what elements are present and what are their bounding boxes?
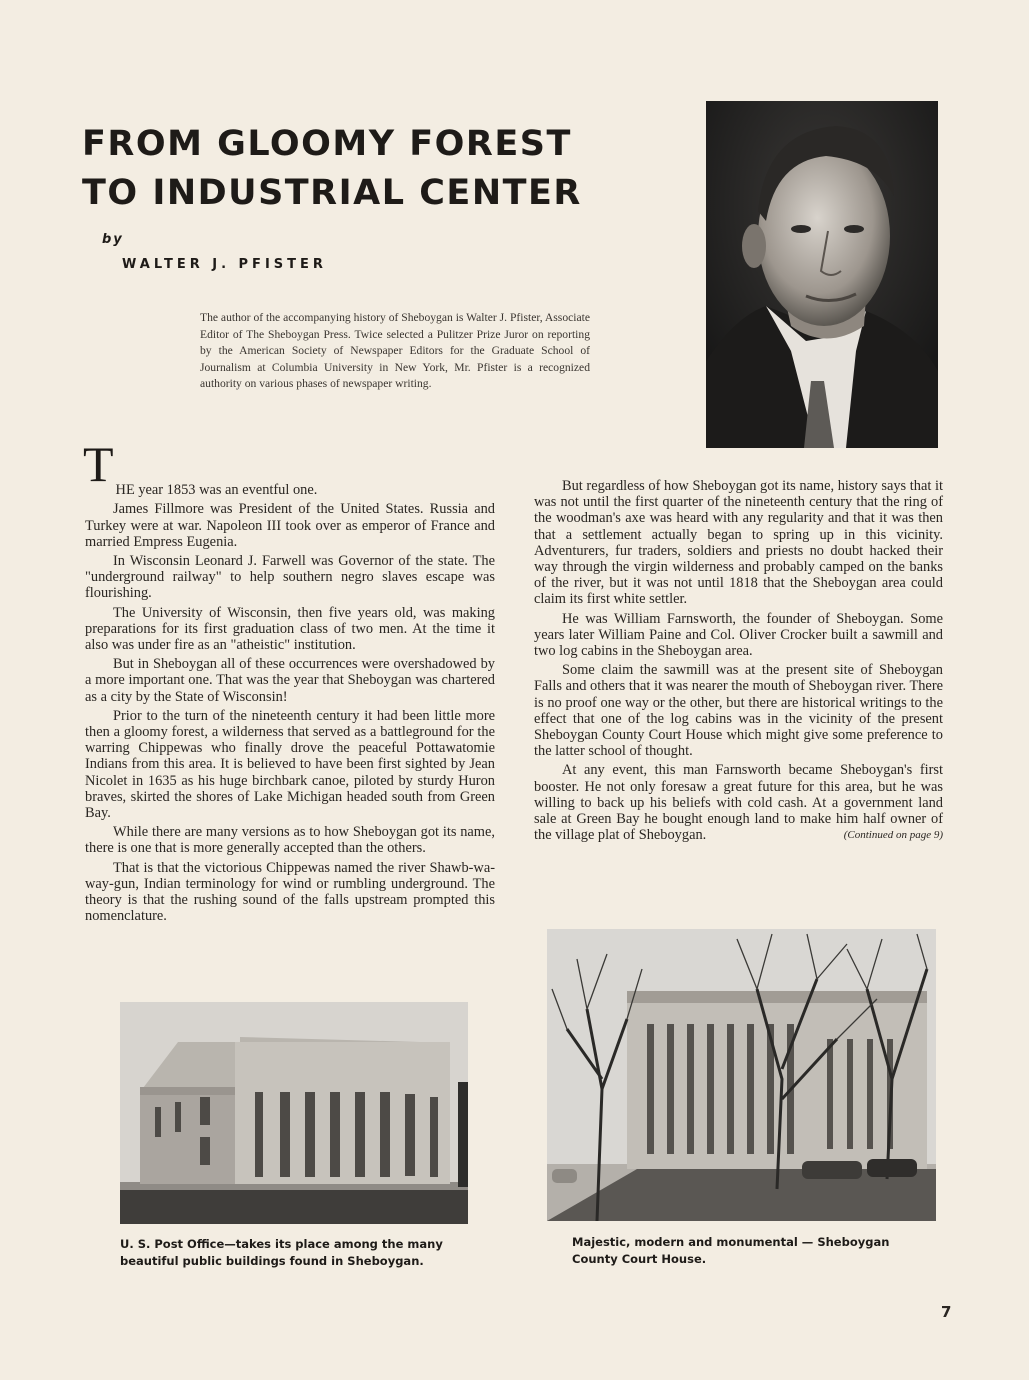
article-paragraph: The University of Wisconsin, then five years old, was making preparations for its first graduation class of two men. At the time it also was under fire as an "atheistic" institution. — [85, 604, 495, 654]
byline-author: WALTER J. PFISTER — [122, 257, 327, 272]
post-office-caption: U. S. Post Office—takes its place among the many beautiful public buildings found in Sheboygan. — [120, 1237, 443, 1268]
article-paragraph — [83, 436, 495, 499]
court-house-caption: Majestic, modern and monumental — Sheboygan County Court House. — [572, 1235, 890, 1266]
article-paragraph: But in Sheboygan all of these occurrences were overshadowed by a more important one. That was the year that Sheboygan was chartered as a city by the State of Wisconsin! — [85, 656, 495, 705]
author-portrait-photo — [706, 101, 938, 448]
article-title — [82, 120, 642, 218]
title-line-2: TO INDUSTRIAL CENTER — [82, 173, 582, 213]
article-paragraph: Prior to the turn of the nineteenth century it had been little more then a gloomy forest, a wilderness that served as a battleground for the warring Chippewas who finally drove the peaceful Pottawatomie Indians from this area. It is believed to have been first sighted by Jean Nicolet in 1635 as his huge birchbark canoe, piloted by sturdy Huron braves, skirted the shores of Lake Michigan headed south from Green Bay. — [85, 707, 495, 822]
article-paragraph: While there are many versions as to how Sheboygan got its name, there is one that is more generally accepted than the others. — [85, 824, 495, 857]
drop-cap: T — [83, 436, 114, 492]
article-paragraph: Some claim the sawmill was at the present site of Sheboygan Falls and others that it was nearer the mouth of Sheboygan river. There is no proof one way or the other, but there are historical writings to the effect that one of the log cabins was in the vicinity of the present Sheboygan County Court House which might give some preference to the latter school of thought. — [534, 662, 943, 760]
article-left-column — [83, 436, 495, 927]
article-right-column — [534, 478, 943, 846]
article-paragraph: James Fillmore was President of the United States. Russia and Turkey were at war. Napoleon III took over as emperor of France and married Empress Eugenia. — [85, 501, 495, 550]
article-paragraph: In Wisconsin Leonard J. Farwell was Governor of the state. The "underground railway" to help southern negro slaves escape was flourishing. — [85, 553, 495, 602]
article-paragraph: He was William Farnsworth, the founder of Sheboygan. Some years later William Paine and Col. Oliver Crocker built a sawmill and two log cabins in the Sheboygan area. — [534, 610, 943, 660]
court-house-photo — [547, 929, 936, 1221]
article-paragraph: That is that the victorious Chippewas named the river Shawb-wa-way-gun, Indian terminology for wind or rumbling underground. The theory is that the rushing sound of the falls upstream prompted this nomenclature. — [85, 859, 495, 925]
article-paragraph: But regardless of how Sheboygan got its name, history says that it was not until the first quarter of the nineteenth century that the ring of the woodman's axe was heard with any regularity and that it was then that a settlement actually began to spring up in this vicinity. Adventurers, fur traders, soldiers and priests no doubt hacked their way through the virgin wilderness and probably camped on the banks of the river, but it was not until 1818 that the Sheboygan area could claim its first white settler. — [534, 478, 943, 608]
author-blurb: The author of the accompanying history of Sheboygan is Walter J. Pfister, Associate Editor of The Sheboygan Press. Twice selected a Pulitzer Prize Juror on reporting by the American Society of Newspaper Editors for the Graduate School of Journalism at Columbia University in New York, Mr. Pfister is a recognized authority on various phases of newspaper writing. — [200, 311, 590, 391]
page-number: 7 — [941, 1303, 952, 1321]
continued-note: (Continued on page 9) — [843, 829, 943, 842]
title-line-1: FROM GLOOMY FOREST — [82, 124, 572, 164]
post-office-photo — [120, 1002, 468, 1224]
article-paragraph — [534, 762, 943, 843]
paragraph-text: At any event, this man Farnsworth became Sheboygan's first booster. He not only foresaw a great future for this area, but he was willing to back up his beliefs with cold cash. At a government land sale at Green Bay he bought enough land to make him half owner of the village plat of Sheboygan. — [534, 762, 943, 844]
byline-by: by — [102, 232, 124, 247]
first-line-text: HE year 1853 was an eventful one. — [115, 482, 318, 499]
